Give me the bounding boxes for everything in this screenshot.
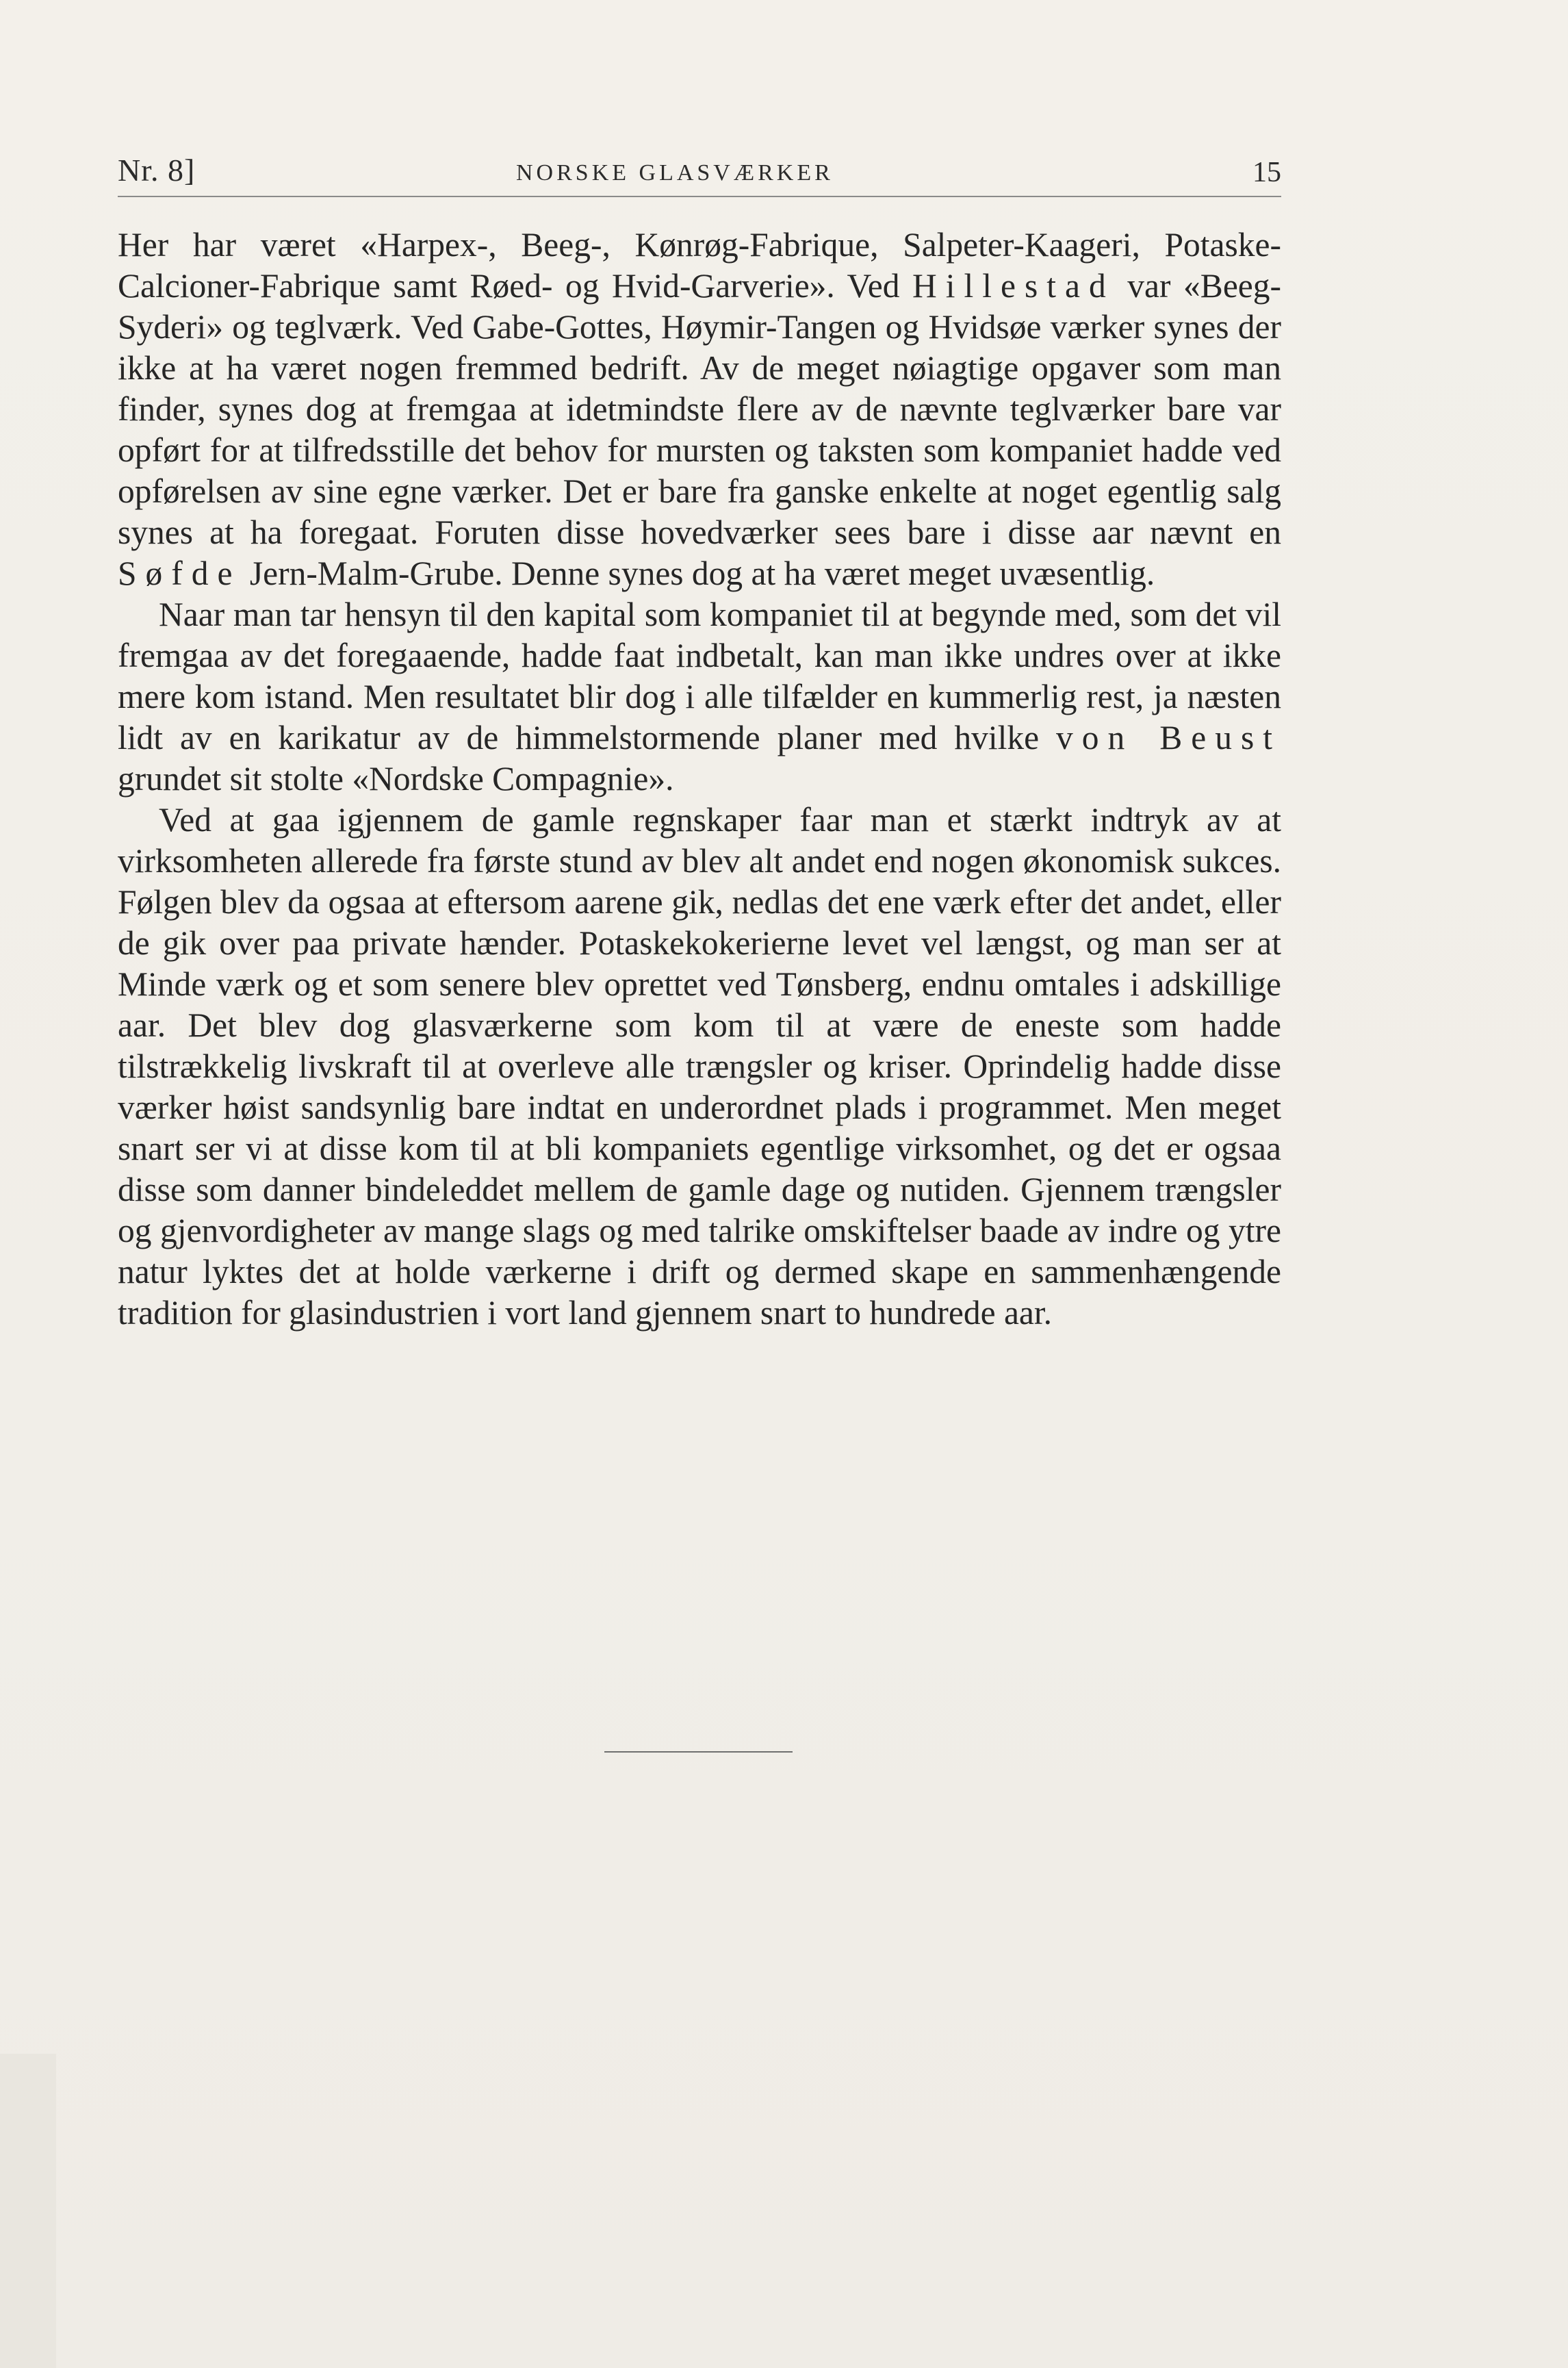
person-name-von-beust: von Beust xyxy=(1056,719,1281,756)
place-name-sofde: Søfde xyxy=(118,555,242,592)
page-number: 15 xyxy=(1252,157,1281,188)
header-rule xyxy=(118,196,1281,197)
issue-number: Nr. 8] xyxy=(118,153,196,188)
page-edge-shadow xyxy=(0,2054,56,2368)
paragraph-2-part-2: grundet sit stolte «Nordske Compagnie». xyxy=(118,760,674,798)
paragraph-1-part-1: Her har været «Harpex-, Beeg-, Kønrøg-Fabrique, Salpeter-Kaageri, Potaske-Calcioner-Fabrique samt Røed- og Hvid-Garverie». Ved xyxy=(118,226,1281,305)
body-text xyxy=(118,225,1281,1334)
paragraph-3: Ved at gaa igjennem de gamle regnskaper faar man et stærkt indtryk av at virksomheten allerede fra første stund av blev alt andet end nogen økonomisk sukces. Følgen blev da ogsaa at eftersom aarene gik, nedlas det ene værk efter det andet, eller de gik over paa private hænder. Potaskekokerierne levet vel længst, og man ser at Minde værk og et som senere blev oprettet ved Tønsberg, endnu omtales i adskillige aar. Det blev dog glasværkerne som kom til at være de eneste som hadde tilstrækkelig livskraft til at overleve alle trængsler og kriser. Oprindelig hadde disse værker høist sandsynlig bare indtat en underordnet plads i programmet. Men meget snart ser vi at disse kom til at bli kompaniets egentlige virksomhet, og det er ogsaa disse som danner bindeleddet mellem de gamle dage og nutiden. Gjennem trængsler og gjenvordigheter av mange slags og med talrike omskiftelser baade av indre og ytre natur lyktes det at holde værkerne i drift og dermed skape en sammenhængende tradition for glasindustrien i vort land gjennem snart to hundrede aar. xyxy=(118,801,1281,1332)
paragraph-2 xyxy=(118,594,1281,800)
place-name-hillestad: Hillestad xyxy=(912,267,1115,305)
paragraph-2-part-1: Naar man tar hensyn til den kapital som kompaniet til at begynde med, som det vil fremgaa av det foregaaende, hadde faat indbetalt, kan man ikke undres over at ikke mere kom istand. Men resultatet blir dog i alle tilfælder en kummerlig rest, ja næsten lidt av en karikatur av de himmelstormende planer med hvilke xyxy=(118,596,1281,756)
paragraph-1-part-3: Jern-Malm-Grube. Denne synes dog at ha været meget uvæsentlig. xyxy=(241,555,1155,592)
running-title: NORSKE GLASVÆRKER xyxy=(516,160,834,186)
paragraph-1-part-2: var «Beeg-Syderi» og teglværk. Ved Gabe-Gottes, Høymir-Tangen og Hvidsøe værker synes der ikke at ha været nogen fremmed bedrift. Av de meget nøiagtige opgaver som man finder, synes dog at fremgaa at idetmindste flere av de nævnte teglværker bare var opført for at tilfredsstille det behov for mursten og taksten som kompaniet hadde ved opførelsen av sine egne værker. Det er bare fra ganske enkelte at noget egentlig salg synes at ha foregaat. Foruten disse hovedværker sees bare i disse aar nævnt en xyxy=(118,267,1281,551)
end-rule xyxy=(604,1751,793,1753)
running-header xyxy=(118,152,1281,200)
paragraph-1 xyxy=(118,225,1281,594)
